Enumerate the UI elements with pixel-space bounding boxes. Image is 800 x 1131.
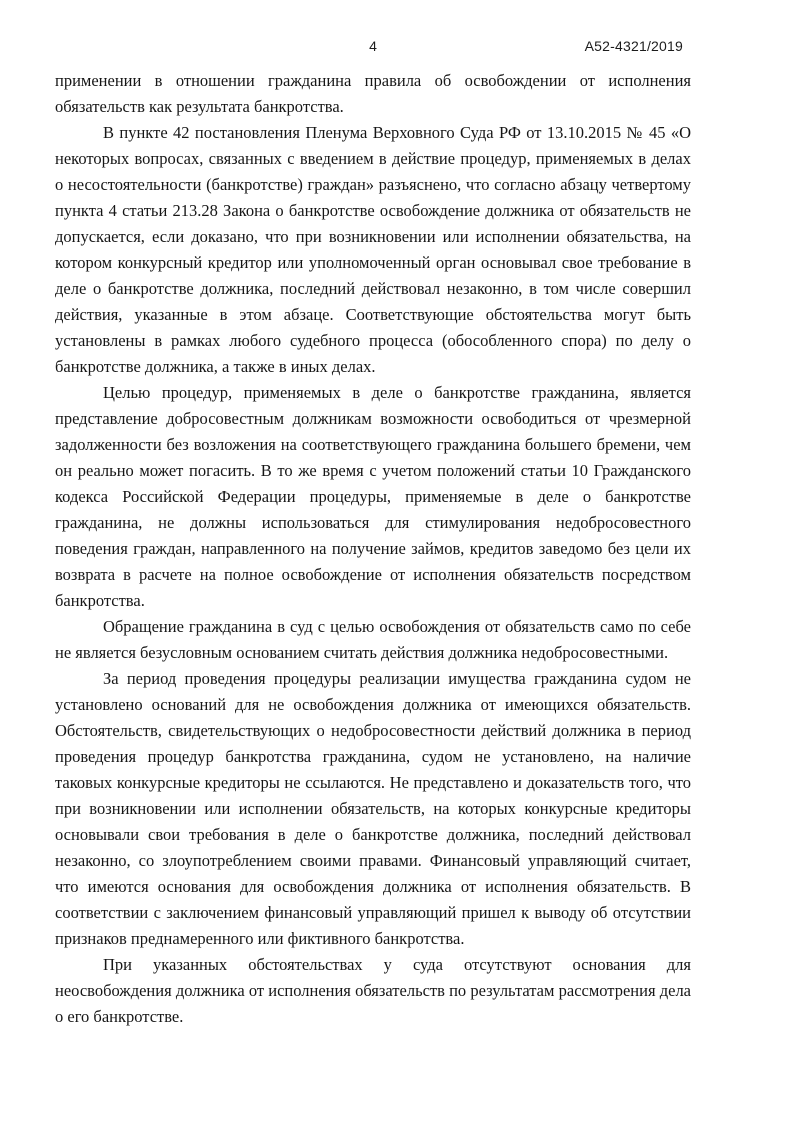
- page-number: 4: [369, 38, 377, 54]
- document-body: [55, 68, 691, 1030]
- paragraph: применении в отношении гражданина правила об освобождении от исполнения обязательств как результата банкротства.: [55, 71, 691, 116]
- paragraph: Целью процедур, применяемых в деле о банкротстве гражданина, является представление добросовестным должникам возможности освободиться от чрезмерной задолженности без возложения на соответствующего гражданина большего бремени, чем он реально может погасить. В то же время с учетом положений статьи 10 Гражданского кодекса Российской Федерации процедуры, применяемые в деле о банкротстве гражданина, не должны использоваться для стимулирования недобросовестного поведения граждан, направленного на получение займов, кредитов заведомо без цели их возврата в расчете на полное освобождение от исполнения обязательств посредством банкротства.: [55, 383, 691, 610]
- paragraph: Обращение гражданина в суд с целью освобождения от обязательств само по себе не является безусловным основанием считать действия должника недобросовестными.: [55, 617, 691, 662]
- paragraph: В пункте 42 постановления Пленума Верховного Суда РФ от 13.10.2015 № 45 «О некоторых вопросах, связанных с введением в действие процедур, применяемых в делах о несостоятельности (банкротстве) граждан» разъяснено, что согласно абзацу четвертому пункта 4 статьи 213.28 Закона о банкротстве освобождение должника от обязательств не допускается, если доказано, что при возникновении или исполнении обязательства, на котором конкурсный кредитор или уполномоченный орган основывал свое требование в деле о банкротстве должника, последний действовал незаконно, в том числе совершил действия, указанные в этом абзаце. Соответствующие обстоятельства могут быть установлены в рамках любого судебного процесса (обособленного спора) по делу о банкротстве должника, а также в иных делах.: [55, 123, 691, 376]
- page-header: [55, 38, 691, 58]
- paragraph: При указанных обстоятельствах у суда отсутствуют основания для неосвобождения должника от исполнения обязательств по результатам рассмотрения дела о его банкротстве.: [55, 955, 691, 1026]
- paragraph: За период проведения процедуры реализации имущества гражданина судом не установлено оснований для не освобождения должника от имеющихся обязательств. Обстоятельств, свидетельствующих о недобросовестности действий должника в период проведения процедур банкротства гражданина, судом не установлено, на наличие таковых конкурсные кредиторы не ссылаются. Не представлено и доказательств того, что при возникновении или исполнении обязательств, на которых конкурсные кредиторы основывали свои требования в деле о банкротстве должника, последний действовал незаконно, со злоупотреблением своими правами. Финансовый управляющий считает, что имеются основания для освобождения должника от исполнения обязательств. В соответствии с заключением финансовый управляющий пришел к выводу об отсутствии признаков преднамеренного или фиктивного банкротства.: [55, 669, 691, 948]
- case-number: А52-4321/2019: [584, 38, 683, 54]
